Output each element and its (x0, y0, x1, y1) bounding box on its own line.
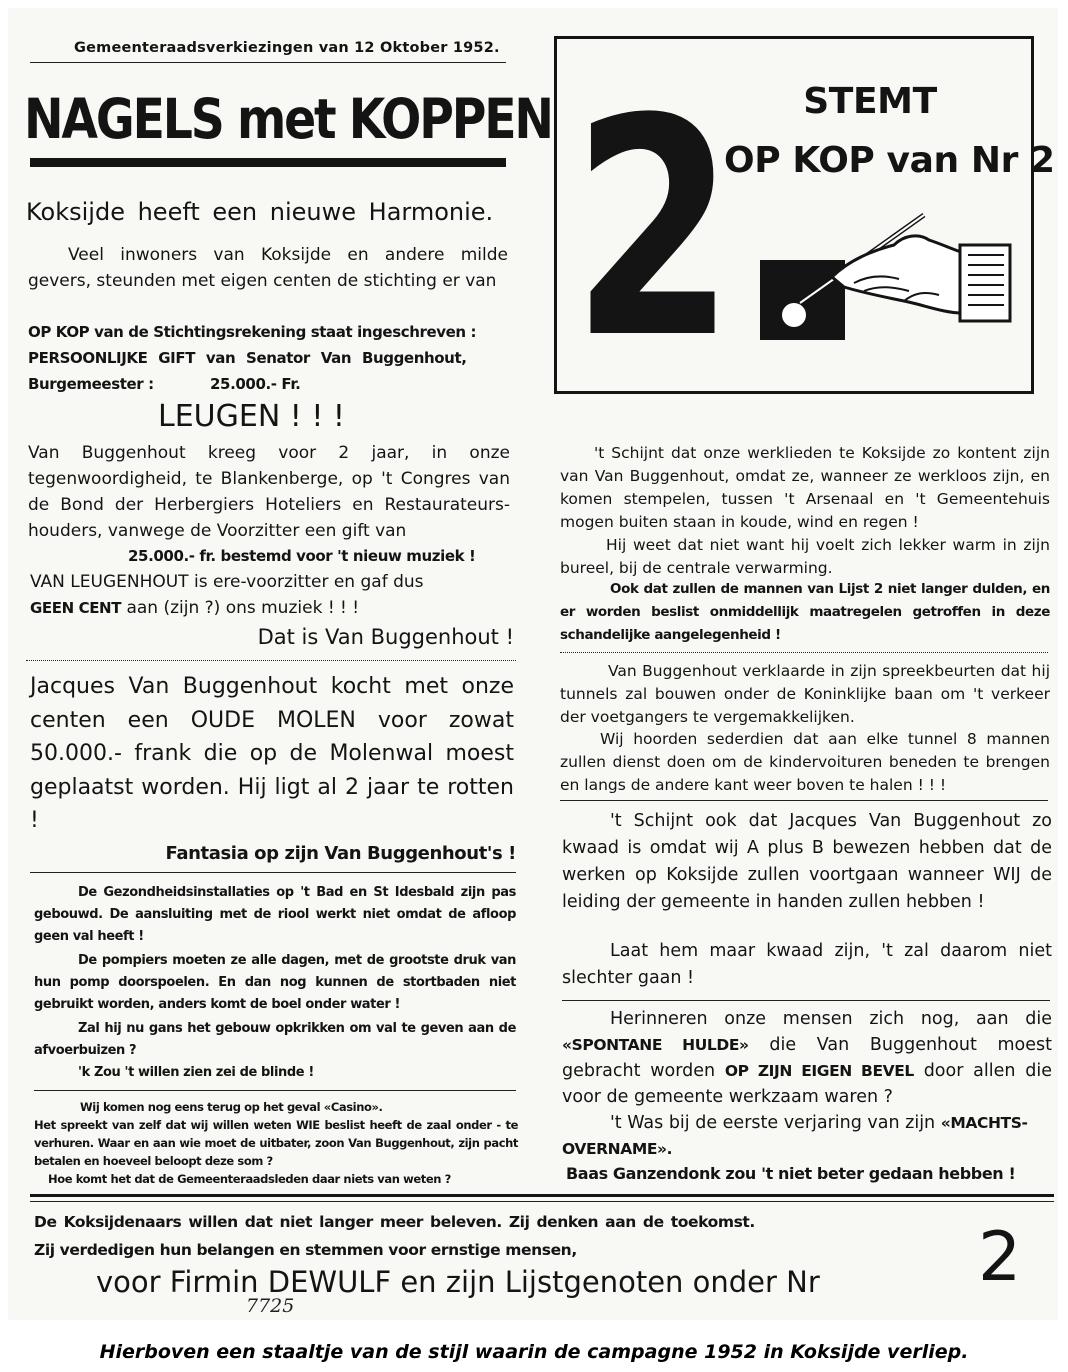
blinde-line: 'k Zou 't willen zien zei de blinde ! (78, 1065, 314, 1080)
divider-right-2 (560, 800, 1048, 801)
geen-cent-rest: aan (zijn ?) ons muziek ! ! ! (126, 598, 360, 618)
dat-is-van-buggenhout: Dat is Van Buggenhout ! (257, 625, 514, 649)
footer-rule-thin (30, 1201, 1054, 1202)
paragraph-casino: Het spreekt van zelf dat wij willen weten WIE beslist heeft de zaal onder - te verhuren. Waar en aan wie moet de uitbater, zoon Van Buggenhout, zijn pacht betalen en hoeveel beloopt deze som ? (34, 1118, 518, 1168)
footer-line-2: Zij verdedigen hun belangen en stemmen voor ernstige mensen, (34, 1241, 577, 1259)
page-caption: Hierboven een staaltje van de stijl waarin de campagne 1952 in Koksijde verliep. (99, 1341, 969, 1363)
masthead-title: NAGELS met KOPPEN (24, 87, 552, 151)
stichtingsrekening-line: OP KOP van de Stichtingsrekening staat ingeschreven : (28, 323, 477, 341)
divider-right-1 (560, 652, 1048, 653)
footer-big-number: 2 (978, 1218, 1022, 1297)
masthead-bar (30, 158, 506, 167)
paragraph-kindervoituren: Wij hoorden sederdien dat aan elke tunnel 8 mannen zullen dienst doen om de kindervoituren beneden te brengen en langs de andere kant weer boven te halen ! ! ! (560, 730, 1050, 794)
geen-cent-bold: GEEN CENT (30, 599, 122, 617)
casino-line: Wij komen nog eens terug op het geval «Casino». (80, 1100, 383, 1114)
hulde-bold-2: OP ZIJN EIGEN BEVEL (724, 1062, 914, 1080)
paragraph-bureel: Hij weet dat niet want hij voelt zich lekker warm in zijn bureel, bij de centrale verwarming. (560, 536, 1050, 577)
paragraph-kwaad: Laat hem maar kwaad zijn, 't zal daarom niet slechter gaan ! (562, 941, 1052, 988)
gift-amount: 25.000.- Fr. (210, 375, 301, 393)
divider-left-3 (34, 1090, 516, 1091)
paragraph-blankenberge: Van Buggenhout kreeg voor 2 jaar, in onze tegenwoordigheid, te Blankenberge, op 't Congres van de Bond der Herbergiers Hoteliers en Restaurateurs-houders, vanwege de Voorzitter een gift van (28, 443, 510, 541)
paragraph-gevers: Veel inwoners van Koksijde en andere milde gevers, steunden met eigen centen de stichting er van (28, 245, 508, 291)
fantasia-line: Fantasia op zijn Van Buggenhout's ! (165, 843, 516, 864)
gemeenteraadsleden-line: Hoe komt het dat de Gemeenteraadsleden daar niets van weten ? (48, 1172, 451, 1186)
divider-right-3 (562, 1000, 1050, 1001)
footer-rule-thick (30, 1194, 1054, 1197)
divider-left-1 (26, 660, 516, 661)
paragraph-a-plus-b: 't Schijnt ook dat Jacques Van Buggenhout zo kwaad is omdat wij A plus B bewezen hebben dat de werken op Koksijde zullen voortgaan wanneer WIJ de leiding der gemeente in handen zullen hebben ! (562, 811, 1052, 912)
ad-stemt: STEMT (803, 81, 937, 122)
election-date-line: Gemeenteraadsverkiezingen van 12 Oktober 1952. (74, 40, 500, 56)
geen-cent-line (30, 595, 520, 621)
leugen-headline: LEUGEN ! ! ! (158, 399, 345, 434)
header-rule (30, 62, 506, 63)
paragraph-werklieden: 't Schijnt dat onze werklieden te Koksijde zo kontent zijn van Van Buggenhout, omdat ze, wanneer ze werkloos zijn, en komen stempelen, tussen 't Arsenaal en 't Gemeentehuis mogen buiten staan in koude, wind en regen ! (560, 444, 1050, 531)
ad-op-kop: OP KOP van Nr 2 (724, 140, 1055, 181)
machts-text: 't Was bij de eerste verjaring van zijn (610, 1113, 936, 1133)
paragraph-spontane-hulde (562, 1006, 1052, 1110)
machts-bold: «MACHTS-OVERNAME». (562, 1114, 1028, 1158)
paragraph-opkrikken: Zal hij nu gans het gebouw opkrikken om val te geven aan de afvoerbuizen ? (34, 1021, 516, 1058)
ad-big-number: 2 (572, 55, 735, 404)
paragraph-gezondheid: De Gezondheidsinstallaties op 't Bad en St Idesbald zijn pas gebouwd. De aansluiting met de riool werkt niet omdat de afloop geen val heeft ! (34, 885, 516, 944)
muziek-gift-line: 25.000.- fr. bestemd voor 't nieuw muziek ! (128, 547, 476, 565)
ganzendonk-line: Baas Ganzendonk zou 't niet beter gedaan hebben ! (566, 1164, 1016, 1183)
hulde-text-2: die Van Buggenhout moest gebracht worden (562, 1035, 1052, 1081)
hulde-text-1: Herinneren onze mensen zich nog, aan die (610, 1009, 1052, 1029)
paragraph-tunnels: Van Buggenhout verklaarde in zijn spreekbeurten dat hij tunnels zal bouwen onder de Koninklijke baan om 't verkeer der voetgangers te vergemakkelijken. (560, 662, 1050, 726)
persoonlijke-gift-line: PERSOONLIJKE GIFT van Senator Van Buggenhout, (28, 349, 467, 367)
hand-with-pencil-voting-icon (754, 205, 1014, 365)
hulde-text-3: door allen die voor de gemeente werkzaam waren ? (562, 1061, 1052, 1107)
footer-line-3: voor Firmin DEWULF en zijn Lijstgenoten onder Nr (96, 1265, 820, 1299)
burgemeester-label: Burgemeester : (28, 375, 154, 393)
hulde-bold-1: «SPONTANE HULDE» (562, 1036, 749, 1054)
divider-left-2 (30, 872, 516, 873)
handwritten-note: 7725 (246, 1295, 295, 1317)
paragraph-machtsovername (562, 1110, 1052, 1162)
leugenhout-line: VAN LEUGENHOUT is ere-voorzitter en gaf dus (30, 572, 424, 592)
paragraph-pompiers: De pompiers moeten ze alle dagen, met de grootste druk van hun pomp doorspoelen. En dan nog kunnen de stortbaden niet gebruikt worden, anders komt de boel onder water ! (34, 953, 516, 1012)
paragraph-oude-molen: Jacques Van Buggenhout kocht met onze centen een OUDE MOLEN voor zowat 50.000.- frank die op de Molenwal moest geplaatst worden. Hij ligt al 2 jaar te rotten ! (30, 674, 514, 833)
footer-line-1: De Koksijdenaars willen dat niet langer meer beleven. Zij denken aan de toekomst. (34, 1213, 755, 1231)
paragraph-lijst2: Ook dat zullen de mannen van Lijst 2 niet langer dulden, en er worden beslist onmiddellijk maatregelen getroffen in deze schandelijke aangelegenheid ! (560, 581, 1050, 643)
harmonie-headline: Koksijde heeft een nieuwe Harmonie. (26, 198, 494, 226)
